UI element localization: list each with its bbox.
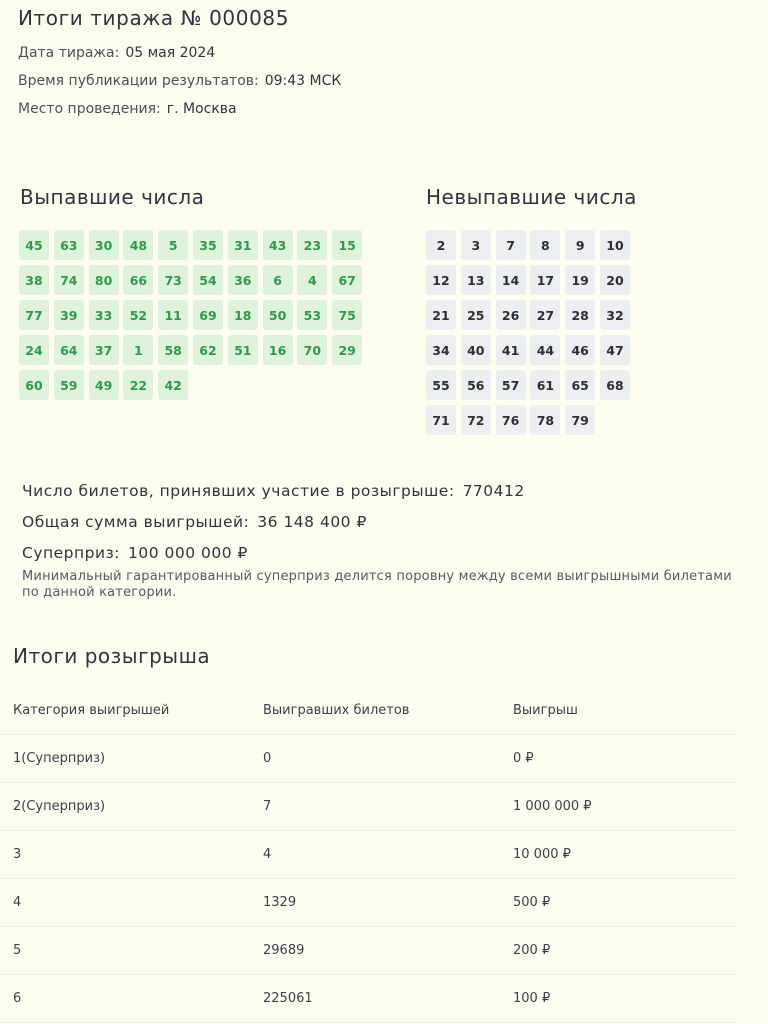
winners-cell: 4: [250, 830, 500, 878]
total-winnings-label: Общая сумма выигрышей:: [22, 513, 250, 531]
table-row: [0, 782, 736, 830]
not-drawn-number: 32: [600, 300, 630, 330]
prize-cell: 200 ₽: [500, 926, 736, 974]
venue-line: [18, 101, 237, 117]
results-title: Итоги розыгрыша: [13, 644, 211, 668]
not-drawn-numbers-grid: [426, 230, 630, 435]
not-drawn-number: 26: [496, 300, 526, 330]
category-cell: 4: [0, 878, 250, 926]
drawn-number: 58: [158, 335, 188, 365]
not-drawn-number: 12: [426, 265, 456, 295]
superprize-label: Суперприз:: [22, 544, 121, 562]
not-drawn-number: 47: [600, 335, 630, 365]
table-row: [0, 734, 736, 782]
publish-time-line: [18, 73, 341, 89]
not-drawn-number: 72: [461, 405, 491, 435]
not-drawn-number: 61: [530, 370, 560, 400]
superprize-value: 100 000 000 ₽: [128, 544, 248, 562]
not-drawn-number: 55: [426, 370, 456, 400]
drawn-number: 70: [297, 335, 327, 365]
not-drawn-number: 78: [530, 405, 560, 435]
drawn-number: 31: [228, 230, 258, 260]
draw-date-line: [18, 45, 215, 61]
table-row: [0, 926, 736, 974]
drawn-number: 43: [263, 230, 293, 260]
draw-date-value: 05 мая 2024: [125, 45, 216, 61]
drawn-number: 54: [193, 265, 223, 295]
not-drawn-number: 34: [426, 335, 456, 365]
winners-cell: 225061: [250, 974, 500, 1022]
not-drawn-number: 57: [496, 370, 526, 400]
not-drawn-number: 27: [530, 300, 560, 330]
column-header-prize: Выигрыш: [500, 688, 736, 734]
prize-cell: 1 000 000 ₽: [500, 782, 736, 830]
drawn-number: 50: [263, 300, 293, 330]
drawn-number: 49: [89, 370, 119, 400]
drawn-number: 74: [54, 265, 84, 295]
not-drawn-number: 68: [600, 370, 630, 400]
drawn-number: 59: [54, 370, 84, 400]
drawn-numbers-title: Выпавшие числа: [20, 185, 205, 209]
not-drawn-numbers-title: Невыпавшие числа: [426, 185, 637, 209]
category-cell: 3: [0, 830, 250, 878]
drawn-number: 15: [332, 230, 362, 260]
draw-date-label: Дата тиража:: [18, 45, 120, 61]
table-row: [0, 974, 736, 1022]
venue-value: г. Москва: [166, 101, 237, 117]
drawn-number: 77: [19, 300, 49, 330]
table-row: [0, 878, 736, 926]
drawn-number: 11: [158, 300, 188, 330]
drawn-number: 36: [228, 265, 258, 295]
not-drawn-number: 40: [461, 335, 491, 365]
winners-cell: 7: [250, 782, 500, 830]
not-drawn-number: 20: [600, 265, 630, 295]
drawn-number: 62: [193, 335, 223, 365]
page-title: Итоги тиража № 000085: [18, 6, 290, 30]
drawn-number: 23: [297, 230, 327, 260]
drawn-number: 24: [19, 335, 49, 365]
not-drawn-number: 2: [426, 230, 456, 260]
drawn-number: 33: [89, 300, 119, 330]
tickets-count-line: [22, 482, 525, 500]
prize-cell: 500 ₽: [500, 878, 736, 926]
results-table: [0, 688, 736, 1023]
category-cell: 2(Суперприз): [0, 782, 250, 830]
winners-cell: 29689: [250, 926, 500, 974]
drawn-number: 53: [297, 300, 327, 330]
not-drawn-number: 46: [565, 335, 595, 365]
drawn-number: 39: [54, 300, 84, 330]
drawn-number: 60: [19, 370, 49, 400]
drawn-number: 48: [123, 230, 153, 260]
column-header-winners: Выигравших билетов: [250, 688, 500, 734]
total-winnings-line: [22, 513, 367, 531]
drawn-number: 35: [193, 230, 223, 260]
venue-label: Место проведения:: [18, 101, 161, 117]
drawn-number: 22: [123, 370, 153, 400]
not-drawn-number: 76: [496, 405, 526, 435]
not-drawn-number: 79: [565, 405, 595, 435]
tickets-count-label: Число билетов, принявших участие в розыгрыше:: [22, 482, 455, 500]
not-drawn-number: 9: [565, 230, 595, 260]
drawn-number: 5: [158, 230, 188, 260]
prize-cell: 10 000 ₽: [500, 830, 736, 878]
drawn-number: 29: [332, 335, 362, 365]
drawn-number: 63: [54, 230, 84, 260]
results-header-row: [0, 688, 736, 734]
category-cell: 1(Суперприз): [0, 734, 250, 782]
not-drawn-number: 17: [530, 265, 560, 295]
not-drawn-number: 71: [426, 405, 456, 435]
drawn-number: 1: [123, 335, 153, 365]
drawn-number: 51: [228, 335, 258, 365]
not-drawn-number: 21: [426, 300, 456, 330]
drawn-number: 75: [332, 300, 362, 330]
drawn-numbers-grid: [19, 230, 362, 400]
drawn-number: 42: [158, 370, 188, 400]
drawn-number: 80: [89, 265, 119, 295]
not-drawn-number: 7: [496, 230, 526, 260]
not-drawn-number: 25: [461, 300, 491, 330]
drawn-number: 16: [263, 335, 293, 365]
drawn-number: 45: [19, 230, 49, 260]
drawn-number: 73: [158, 265, 188, 295]
publish-time-value: 09:43 МСК: [264, 73, 342, 89]
drawn-number: 52: [123, 300, 153, 330]
superprize-line: [22, 544, 248, 562]
not-drawn-number: 13: [461, 265, 491, 295]
drawn-number: 38: [19, 265, 49, 295]
drawn-number: 64: [54, 335, 84, 365]
drawn-number: 6: [263, 265, 293, 295]
superprize-note: Минимальный гарантированный суперприз делится поровну между всеми выигрышными билетами по данной категории.: [22, 569, 732, 600]
not-drawn-number: 10: [600, 230, 630, 260]
publish-time-label: Время публикации результатов:: [18, 73, 259, 89]
not-drawn-number: 3: [461, 230, 491, 260]
winners-cell: 1329: [250, 878, 500, 926]
not-drawn-number: 65: [565, 370, 595, 400]
drawn-number: 69: [193, 300, 223, 330]
not-drawn-number: 56: [461, 370, 491, 400]
not-drawn-number: 14: [496, 265, 526, 295]
not-drawn-number: 41: [496, 335, 526, 365]
table-row: [0, 830, 736, 878]
drawn-number: 18: [228, 300, 258, 330]
not-drawn-number: 44: [530, 335, 560, 365]
not-drawn-number: 28: [565, 300, 595, 330]
not-drawn-number: 19: [565, 265, 595, 295]
category-cell: 6: [0, 974, 250, 1022]
drawn-number: 30: [89, 230, 119, 260]
not-drawn-number: 8: [530, 230, 560, 260]
prize-cell: 0 ₽: [500, 734, 736, 782]
tickets-count-value: 770412: [462, 482, 525, 500]
prize-cell: 100 ₽: [500, 974, 736, 1022]
drawn-number: 4: [297, 265, 327, 295]
winners-cell: 0: [250, 734, 500, 782]
drawn-number: 67: [332, 265, 362, 295]
drawn-number: 37: [89, 335, 119, 365]
column-header-category: Категория выигрышей: [0, 688, 250, 734]
category-cell: 5: [0, 926, 250, 974]
total-winnings-value: 36 148 400 ₽: [257, 513, 367, 531]
drawn-number: 66: [123, 265, 153, 295]
